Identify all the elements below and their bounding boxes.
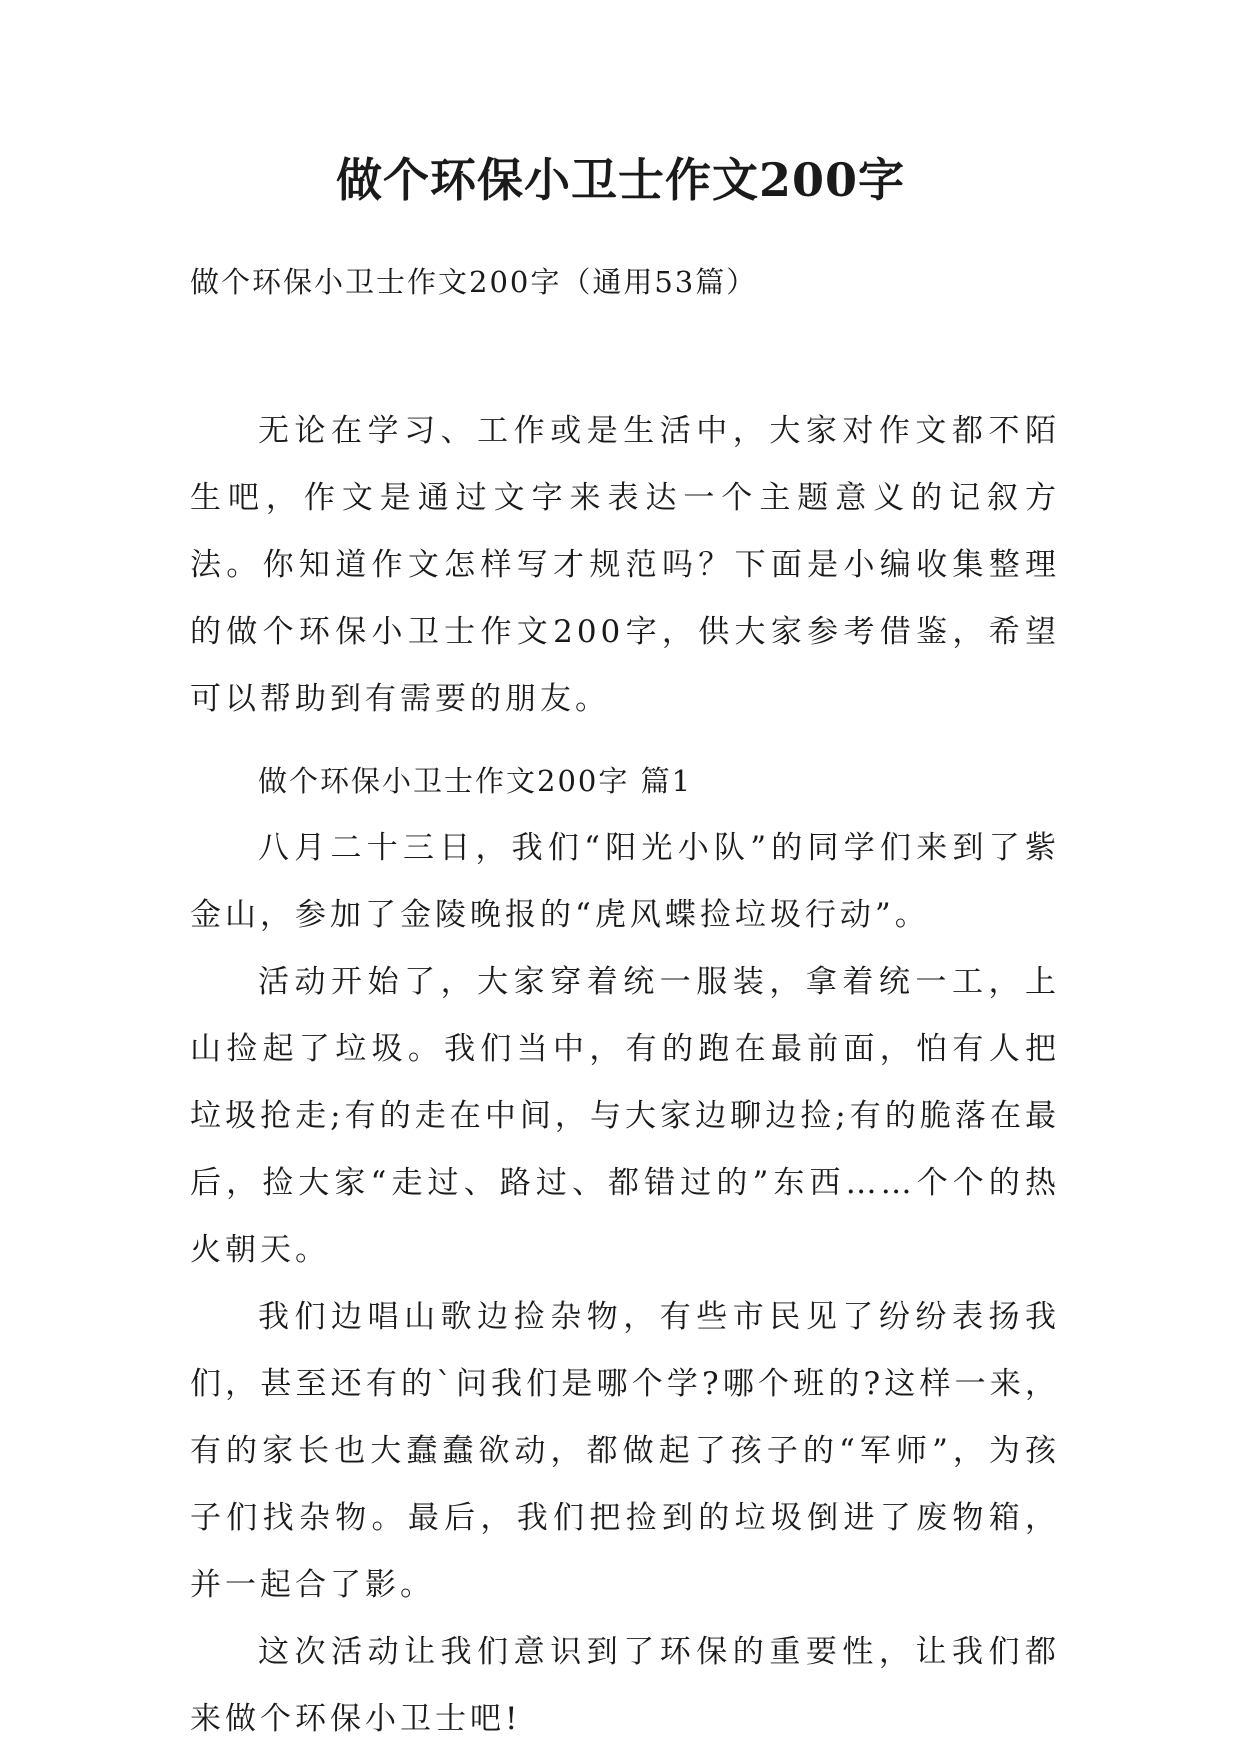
essay-section: [190, 748, 1060, 1753]
essay-paragraph: 这次活动让我们意识到了环保的重要性，让我们都来做个环保小卫士吧!: [190, 1634, 1060, 1737]
essay-paragraph: 八月二十三日，我们“阳光小队”的同学们来到了紫金山，参加了金陵晚报的“虎风蝶捡垃圾行动”。: [190, 830, 1060, 933]
section-heading: 做个环保小卫士作文200字 篇1: [258, 764, 693, 798]
intro-section: [190, 398, 1060, 733]
essay-paragraph: 我们边唱山歌边捡杂物，有些市民见了纷纷表扬我们，甚至还有的`问我们是哪个学?哪个班的?这样一来，有的家长也大蠢蠢欲动，都做起了孩子的“军师”，为孩子们找杂物。最后，我们把捡到的垃圾倒进了废物箱，并一起合了影。: [190, 1299, 1060, 1603]
document-subtitle: 做个环保小卫士作文200字（通用53篇）: [190, 265, 758, 299]
essay-paragraph: 活动开始了，大家穿着统一服装，拿着统一工，上山捡起了垃圾。我们当中，有的跑在最前面，怕有人把垃圾抢走;有的走在中间，与大家边聊边捡;有的脆落在最后，捡大家“走过、路过、都错过的”东西……个个的热火朝天。: [190, 964, 1060, 1268]
document-title: 做个环保小卫士作文200字: [335, 153, 906, 207]
intro-paragraph: 无论在学习、工作或是生活中，大家对作文都不陌生吧，作文是通过文字来表达一个主题意义的记叙方法。你知道作文怎样写才规范吗？下面是小编收集整理的做个环保小卫士作文200字，供大家参考借鉴，希望可以帮助到有需要的朋友。: [190, 413, 1060, 717]
